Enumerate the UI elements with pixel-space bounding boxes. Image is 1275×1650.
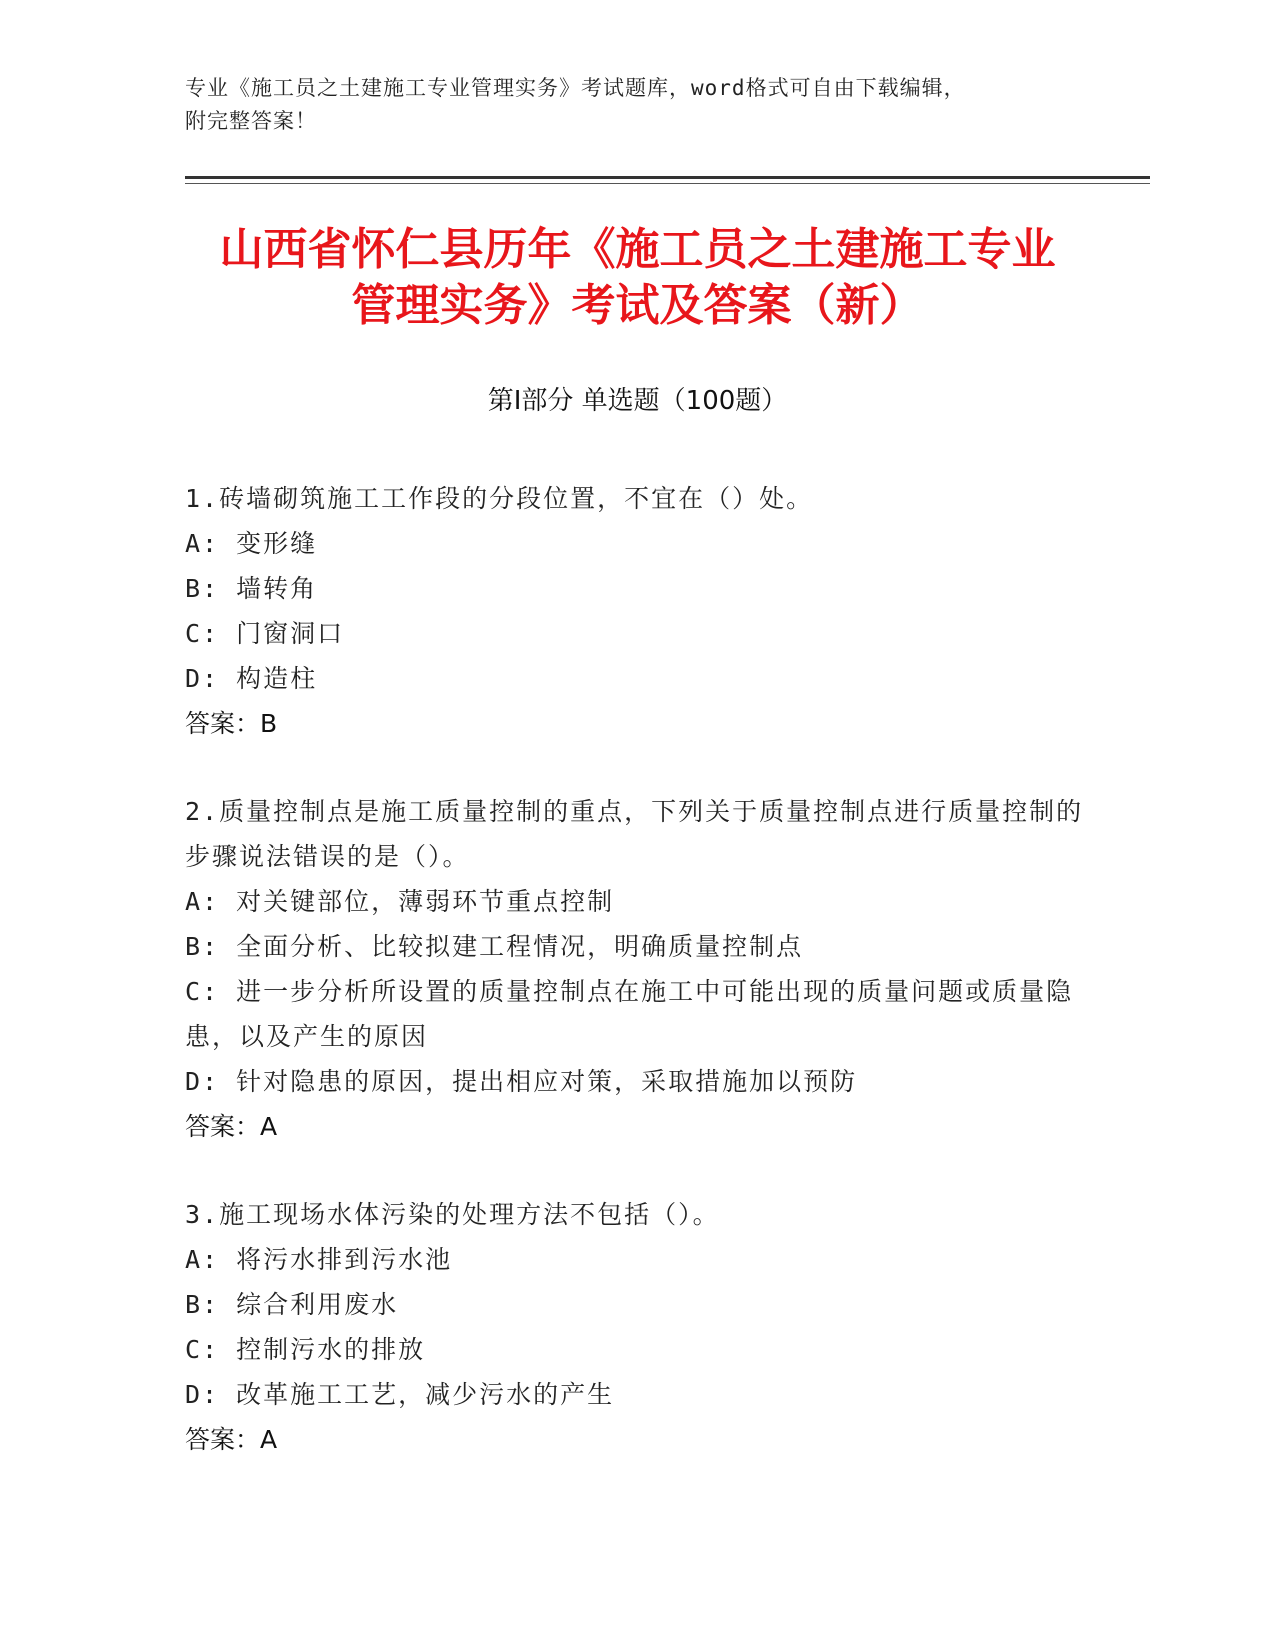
question-option-c: C: 进一步分析所设置的质量控制点在施工中可能出现的质量问题或质量隐患，以及产生的原因 xyxy=(185,977,1074,1051)
question-stem: 3.施工现场水体污染的处理方法不包括（）。 xyxy=(185,1200,720,1229)
header-note-line-2: 附完整答案！ xyxy=(185,109,317,133)
question-option-c: C: 控制污水的排放 xyxy=(185,1335,426,1364)
document-title-line-2: 管理实务》考试及答案（新） xyxy=(351,280,924,331)
question-option-b: B: 综合利用废水 xyxy=(185,1290,399,1319)
header-divider-thick xyxy=(185,176,1150,179)
question-item xyxy=(185,1192,1085,1462)
question-answer: 答案：A xyxy=(185,1112,278,1141)
header-note xyxy=(185,72,1085,138)
question-option-a: A: 对关键部位，薄弱环节重点控制 xyxy=(185,887,615,916)
question-item xyxy=(185,476,1085,746)
question-option-a: A: 将污水排到污水池 xyxy=(185,1245,453,1274)
question-option-b: B: 全面分析、比较拟建工程情况，明确质量控制点 xyxy=(185,932,804,961)
section-heading: 第Ⅰ部分 单选题（100题） xyxy=(487,386,788,416)
question-option-d: D: 针对隐患的原因，提出相应对策，采取措施加以预防 xyxy=(185,1067,858,1096)
question-stem: 2.质量控制点是施工质量控制的重点，下列关于质量控制点进行质量控制的步骤说法错误的是（）。 xyxy=(185,797,1084,871)
question-answer: 答案：B xyxy=(185,709,278,738)
question-stem: 1.砖墙砌筑施工工作段的分段位置，不宜在（）处。 xyxy=(185,484,814,513)
question-option-c: C: 门窗洞口 xyxy=(185,619,345,648)
question-list xyxy=(185,476,1085,1505)
question-option-a: A: 变形缝 xyxy=(185,529,318,558)
question-option-b: B: 墙转角 xyxy=(185,574,318,603)
question-answer: 答案：A xyxy=(185,1425,278,1454)
document-title xyxy=(160,222,1115,334)
header-note-line-1: 专业《施工员之土建施工专业管理实务》考试题库，word格式可自由下载编辑， xyxy=(185,76,966,100)
header-divider-thin xyxy=(185,183,1150,184)
question-item xyxy=(185,789,1085,1149)
document-title-line-1: 山西省怀仁县历年《施工员之土建施工专业 xyxy=(219,224,1056,275)
question-option-d: D: 改革施工工艺，减少污水的产生 xyxy=(185,1380,615,1409)
question-option-d: D: 构造柱 xyxy=(185,664,318,693)
